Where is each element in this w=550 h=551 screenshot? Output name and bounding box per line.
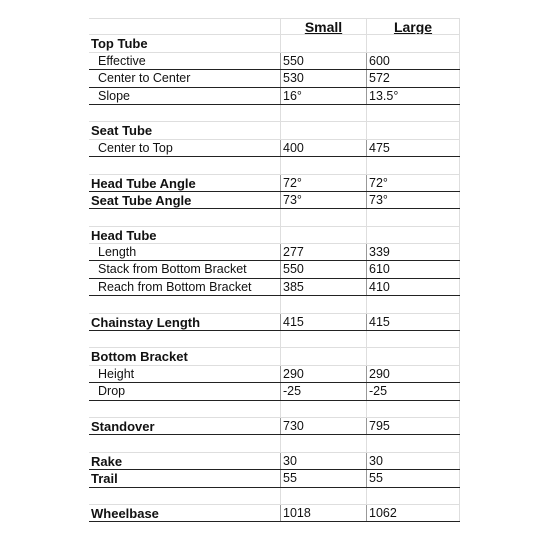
blank-row — [89, 435, 460, 452]
blank-row — [89, 209, 460, 226]
column-header-small: Small — [280, 19, 366, 34]
small-value-cell: 415 — [280, 314, 366, 330]
row-label — [89, 435, 280, 451]
large-value-cell — [366, 35, 460, 51]
small-value-cell — [280, 331, 366, 347]
blank-row — [89, 401, 460, 418]
geometry-table — [89, 18, 460, 522]
small-value-cell — [280, 401, 366, 417]
table-row — [89, 505, 460, 522]
row-label: Rake — [91, 453, 123, 469]
row-label: Top Tube — [91, 36, 148, 52]
large-value-cell: 572 — [366, 70, 460, 86]
small-value-cell — [280, 488, 366, 504]
row-label: Height — [98, 366, 135, 381]
small-value-cell: 16° — [280, 88, 366, 104]
row-label: Center to Top — [98, 140, 173, 155]
large-value-cell: 475 — [366, 140, 460, 156]
small-value-cell — [280, 296, 366, 312]
row-label: Bottom Bracket — [91, 349, 188, 365]
row-label — [89, 157, 280, 173]
large-value-cell — [366, 435, 460, 451]
large-value-cell: 73° — [366, 192, 460, 208]
table-row — [89, 279, 460, 296]
section-row — [89, 122, 460, 139]
large-value-cell: 339 — [366, 244, 460, 260]
row-label: Seat Tube — [91, 123, 153, 139]
large-value-cell — [366, 296, 460, 312]
large-value-cell — [366, 227, 460, 243]
blank-row — [89, 105, 460, 122]
row-label: Standover — [91, 418, 155, 434]
row-label: Drop — [98, 384, 126, 399]
small-value-cell: 290 — [280, 366, 366, 382]
large-value-cell — [366, 209, 460, 225]
large-value-cell: -25 — [366, 383, 460, 399]
row-label — [89, 488, 280, 504]
large-value-cell: 600 — [366, 53, 460, 69]
large-value-cell: 30 — [366, 453, 460, 469]
large-value-cell: 72° — [366, 175, 460, 191]
large-value-cell — [366, 488, 460, 504]
large-value-cell: 410 — [366, 279, 460, 295]
large-value-cell — [366, 157, 460, 173]
section-row — [89, 35, 460, 52]
small-value-cell — [280, 209, 366, 225]
table-row — [89, 418, 460, 435]
table-row — [89, 192, 460, 209]
small-value-cell: 30 — [280, 453, 366, 469]
blank-row — [89, 488, 460, 505]
small-value-cell: 530 — [280, 70, 366, 86]
row-label: Wheelbase — [91, 505, 159, 521]
small-value-cell: 73° — [280, 192, 366, 208]
table-row — [89, 453, 460, 470]
blank-row — [89, 157, 460, 174]
small-value-cell: 277 — [280, 244, 366, 260]
small-value-cell — [280, 157, 366, 173]
large-value-cell — [366, 331, 460, 347]
large-value-cell — [366, 105, 460, 121]
table-row — [89, 88, 460, 105]
row-label: Chainstay Length — [91, 314, 201, 330]
large-value-cell — [366, 122, 460, 138]
section-row — [89, 348, 460, 365]
table-row — [89, 175, 460, 192]
row-label — [89, 331, 280, 347]
row-label: Slope — [98, 88, 130, 103]
table-row — [89, 314, 460, 331]
large-value-cell: 795 — [366, 418, 460, 434]
row-label: Reach from Bottom Bracket — [98, 279, 252, 294]
column-header-large: Large — [366, 19, 460, 34]
row-label — [89, 209, 280, 225]
small-value-cell: 55 — [280, 470, 366, 486]
row-label: Seat Tube Angle — [91, 192, 192, 208]
table-row — [89, 383, 460, 400]
table-row — [89, 366, 460, 383]
row-label — [89, 105, 280, 121]
small-value-cell — [280, 105, 366, 121]
row-label — [89, 296, 280, 312]
table-row — [89, 244, 460, 261]
small-value-cell — [280, 122, 366, 138]
row-label: Center to Center — [98, 71, 191, 86]
small-value-cell: 550 — [280, 53, 366, 69]
large-value-cell: 415 — [366, 314, 460, 330]
row-label: Stack from Bottom Bracket — [98, 262, 247, 277]
large-value-cell: 610 — [366, 261, 460, 277]
small-value-cell: 385 — [280, 279, 366, 295]
table-row — [89, 53, 460, 70]
table-row — [89, 140, 460, 157]
large-value-cell: 290 — [366, 366, 460, 382]
small-value-cell — [280, 348, 366, 364]
large-value-cell: 13.5° — [366, 88, 460, 104]
row-label — [89, 401, 280, 417]
small-value-cell: 400 — [280, 140, 366, 156]
large-value-cell: 55 — [366, 470, 460, 486]
table-row — [89, 70, 460, 87]
small-value-cell: 72° — [280, 175, 366, 191]
small-value-cell: -25 — [280, 383, 366, 399]
large-value-cell — [366, 348, 460, 364]
blank-row — [89, 296, 460, 313]
small-value-cell — [280, 35, 366, 51]
large-value-cell — [366, 401, 460, 417]
row-label — [89, 19, 280, 34]
small-value-cell: 1018 — [280, 505, 366, 521]
table-row — [89, 261, 460, 278]
section-row — [89, 227, 460, 244]
column-header-row — [89, 18, 460, 35]
large-value-cell: 1062 — [366, 505, 460, 521]
row-label: Effective — [98, 53, 146, 68]
small-value-cell: 730 — [280, 418, 366, 434]
row-label: Trail — [91, 471, 118, 487]
small-value-cell — [280, 435, 366, 451]
blank-row — [89, 331, 460, 348]
small-value-cell — [280, 227, 366, 243]
small-value-cell: 550 — [280, 261, 366, 277]
row-label: Head Tube Angle — [91, 175, 196, 191]
table-row — [89, 470, 460, 487]
row-label: Length — [98, 245, 137, 260]
row-label: Head Tube — [91, 227, 157, 243]
